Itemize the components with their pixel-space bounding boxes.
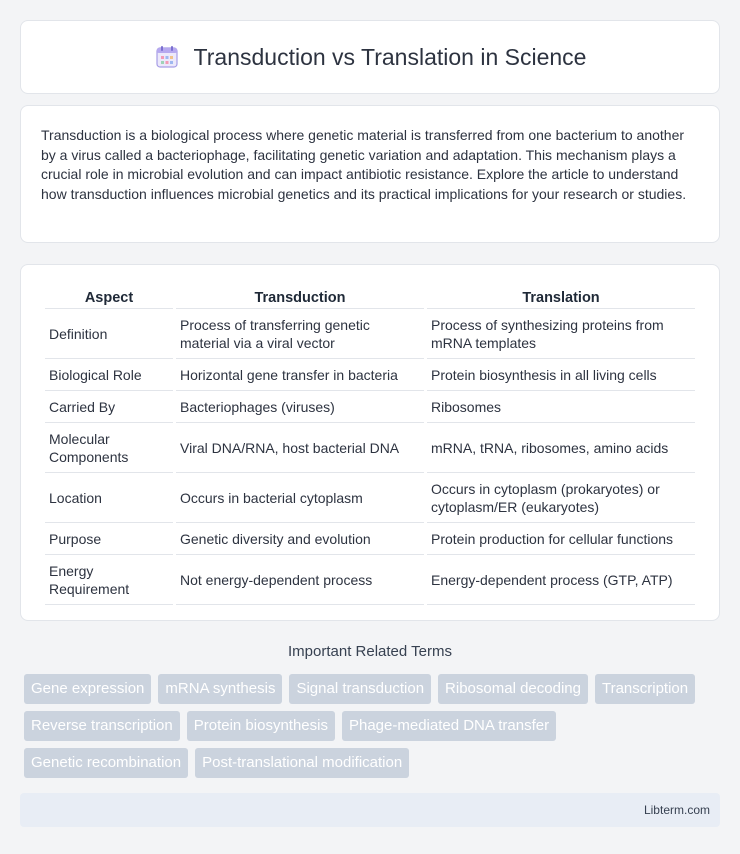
table-row — [45, 391, 695, 423]
term-tag[interactable]: Ribosomal decoding — [438, 674, 588, 704]
intro-card — [20, 105, 720, 243]
table-cell: Carried By — [45, 391, 173, 423]
table-cell: Purpose — [45, 523, 173, 555]
comparison-table — [42, 287, 698, 605]
table-cell: Occurs in bacterial cytoplasm — [176, 473, 424, 523]
term-tag[interactable]: Signal transduction — [289, 674, 431, 704]
term-tag[interactable]: Post-translational modification — [195, 748, 409, 778]
table-cell: Location — [45, 473, 173, 523]
column-header-transduction: Transduction — [176, 287, 424, 309]
term-tag[interactable]: Reverse transcription — [24, 711, 180, 741]
table-cell: Bacteriophages (viruses) — [176, 391, 424, 423]
table-row — [45, 359, 695, 391]
term-tag[interactable]: Phage-mediated DNA transfer — [342, 711, 556, 741]
table-cell: Biological Role — [45, 359, 173, 391]
column-header-translation: Translation — [427, 287, 695, 309]
table-cell: Energy Requirement — [45, 555, 173, 605]
table-cell: Genetic diversity and evolution — [176, 523, 424, 555]
related-terms-list — [20, 674, 720, 778]
table-cell: Occurs in cytoplasm (prokaryotes) or cytoplasm/ER (eukaryotes) — [427, 473, 695, 523]
page-title: Transduction vs Translation in Science — [193, 43, 587, 70]
term-tag[interactable]: Transcription — [595, 674, 695, 704]
table-row — [45, 555, 695, 605]
table-cell: Viral DNA/RNA, host bacterial DNA — [176, 423, 424, 473]
calendar-icon — [154, 44, 180, 70]
table-cell: Protein production for cellular functions — [427, 523, 695, 555]
term-tag[interactable]: Genetic recombination — [24, 748, 188, 778]
term-tag[interactable]: mRNA synthesis — [158, 674, 282, 704]
header-card — [20, 20, 720, 94]
table-cell: Not energy-dependent process — [176, 555, 424, 605]
column-header-aspect: Aspect — [45, 287, 173, 309]
table-cell: Ribosomes — [427, 391, 695, 423]
comparison-table-card — [20, 264, 720, 621]
table-row — [45, 423, 695, 473]
table-cell: Process of synthesizing proteins from mRNA templates — [427, 309, 695, 359]
table-cell: mRNA, tRNA, ribosomes, amino acids — [427, 423, 695, 473]
table-row — [45, 309, 695, 359]
term-tag[interactable]: Gene expression — [24, 674, 151, 704]
related-terms-title: Important Related Terms — [288, 643, 452, 660]
table-cell: Protein biosynthesis in all living cells — [427, 359, 695, 391]
term-tag[interactable]: Protein biosynthesis — [187, 711, 335, 741]
intro-text: Transduction is a biological process where genetic material is transferred from one bacterium to another by a virus called a bacteriophage, facilitating genetic variation and adaptation. This mechanism plays a crucial role in microbial evolution and can impact antibiotic resistance. Explore the article to understand how transduction influences microbial genetics and its practical implications for your research or studies. — [41, 127, 687, 202]
table-header-row — [45, 287, 695, 309]
table-cell: Molecular Components — [45, 423, 173, 473]
table-cell: Horizontal gene transfer in bacteria — [176, 359, 424, 391]
footer-site-link[interactable]: Libterm.com — [643, 803, 710, 817]
table-cell: Process of transferring genetic material via a viral vector — [176, 309, 424, 359]
table-cell: Energy-dependent process (GTP, ATP) — [427, 555, 695, 605]
table-row — [45, 523, 695, 555]
table-row — [45, 473, 695, 523]
footer — [20, 793, 720, 827]
table-cell: Definition — [45, 309, 173, 359]
